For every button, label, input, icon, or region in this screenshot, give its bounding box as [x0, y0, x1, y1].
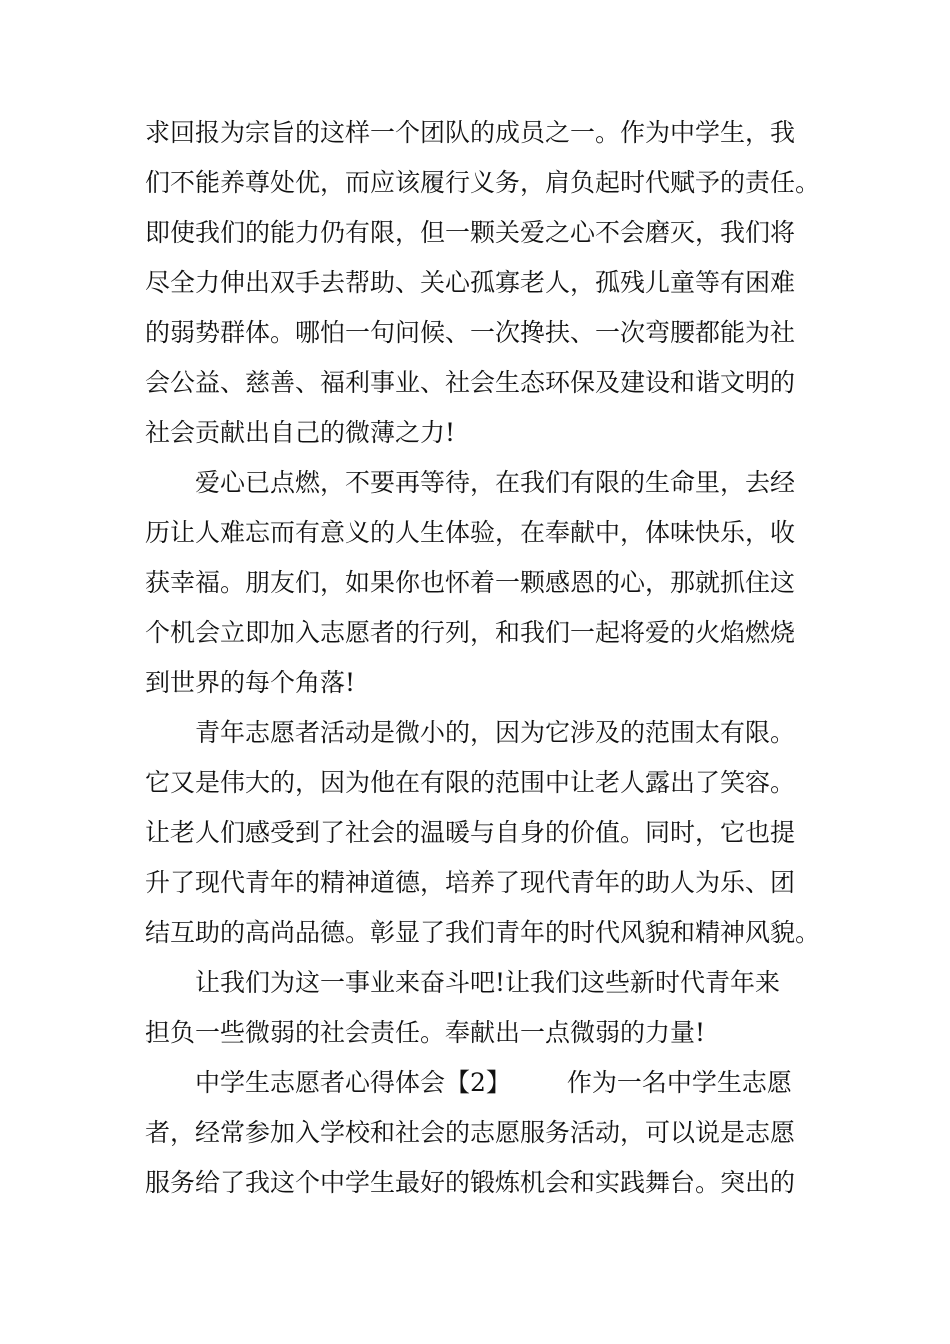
- text-line: 个机会立即加入志愿者的行列，和我们一起将爱的火焰燃烧: [145, 618, 796, 647]
- text-line: 获幸福。朋友们，如果你也怀着一颗感恩的心，那就抓住这: [145, 568, 796, 597]
- text-line: 即使我们的能力仍有限，但一颗关爱之心不会磨灭，我们将: [145, 218, 796, 247]
- document-body: [145, 108, 835, 1208]
- text-line: 历让人难忘而有意义的人生体验，在奉献中，体味快乐，收: [145, 518, 796, 547]
- text-line: 会公益、慈善、福利事业、社会生态环保及建设和谐文明的: [145, 368, 796, 397]
- text-line: 担负一些微弱的社会责任。奉献出一点微弱的力量!: [145, 1018, 706, 1047]
- section-heading: 中学生志愿者心得体会【2】: [195, 1068, 511, 1097]
- text-line: 求回报为宗旨的这样一个团队的成员之一。作为中学生，我: [145, 118, 796, 147]
- paragraph-start-line: 让我们为这一事业来奋斗吧!让我们这些新时代青年来: [195, 968, 781, 997]
- paragraph-start-line: 爱心已点燃，不要再等待，在我们有限的生命里，去经: [195, 468, 796, 497]
- text-line: 们不能养尊处优，而应该履行义务，肩负起时代赋予的责任。: [145, 168, 821, 197]
- text-line: 社会贡献出自己的微薄之力!: [145, 418, 456, 447]
- heading-and-text-line: [145, 1058, 835, 1108]
- text-line: 到世界的每个角落!: [145, 668, 356, 697]
- text-line: 者，经常参加入学校和社会的志愿服务活动，可以说是志愿: [145, 1118, 796, 1147]
- paragraph-start-line: 青年志愿者活动是微小的，因为它涉及的范围太有限。: [195, 718, 796, 747]
- text-line: 尽全力伸出双手去帮助、关心孤寡老人，孤残儿童等有困难: [145, 268, 796, 297]
- text-line: 升了现代青年的精神道德，培养了现代青年的助人为乐、团: [145, 868, 796, 897]
- text-line: 服务给了我这个中学生最好的锻炼机会和实践舞台。突出的: [145, 1168, 796, 1197]
- text-line: 结互助的高尚品德。彰显了我们青年的时代风貌和精神风貌。: [145, 918, 821, 947]
- text-line: 让老人们感受到了社会的温暖与自身的价值。同时，它也提: [145, 818, 796, 847]
- section-text-start: 作为一名中学生志愿: [566, 1068, 792, 1097]
- text-line: 它又是伟大的，因为他在有限的范围中让老人露出了笑容。: [145, 768, 796, 797]
- text-line: 的弱势群体。哪怕一句问候、一次搀扶、一次弯腰都能为社: [145, 318, 796, 347]
